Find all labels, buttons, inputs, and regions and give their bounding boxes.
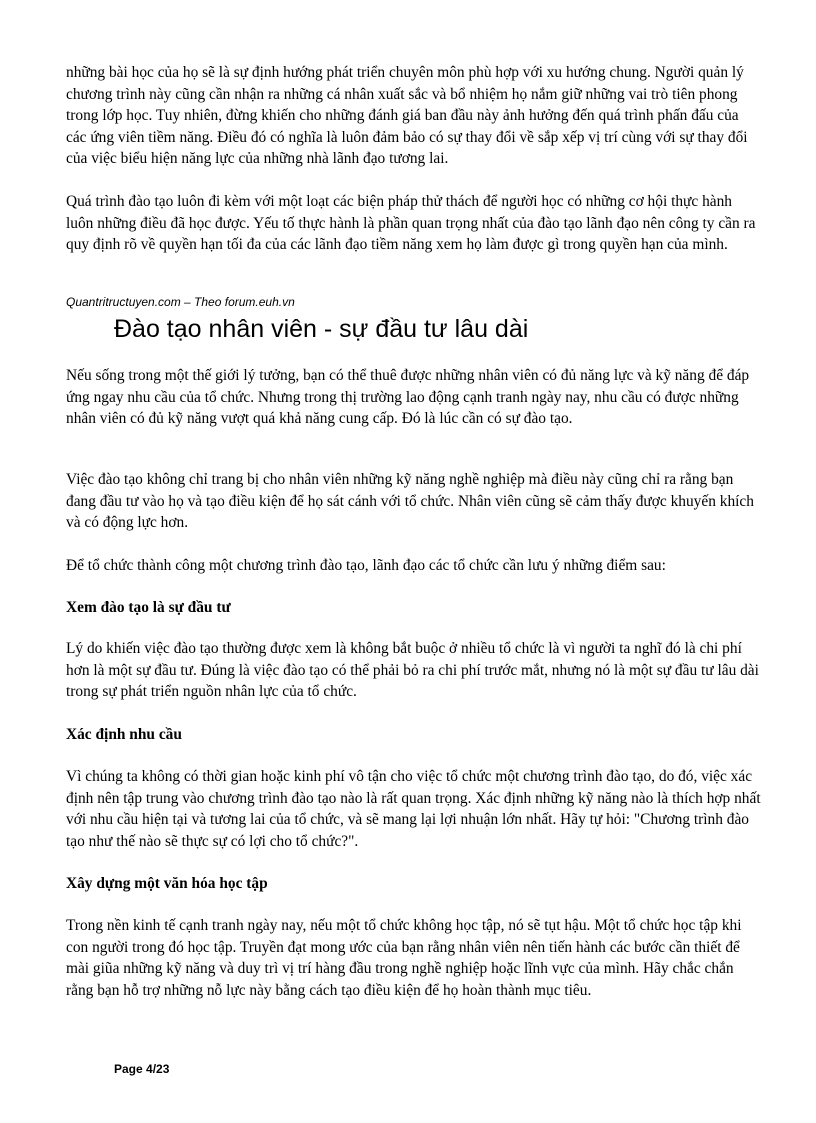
- page-number: Page 4/23: [114, 1062, 170, 1076]
- article-source: Quantritructuyen.com – Theo forum.euh.vn: [66, 295, 295, 309]
- section-heading-learning-culture: Xây dựng một văn hóa học tập: [66, 875, 268, 892]
- section-heading-needs: Xác định nhu cầu: [66, 726, 182, 743]
- article-paragraph-2: Việc đào tạo không chỉ trang bị cho nhân viên những kỹ năng nghề nghiệp mà điều này cũng chỉ ra rằng bạn đang đầu tư vào họ và tạo điều kiện để họ sát cánh với tổ chức. Nhân viên cũng sẽ cảm thấy được khuyến khích và có động lực hơn.: [66, 471, 754, 532]
- section-heading-investment: Xem đào tạo là sự đầu tư: [66, 599, 231, 616]
- article-paragraph-1: Nếu sống trong một thế giới lý tưởng, bạn có thể thuê được những nhân viên có đủ năng lực và kỹ năng để đáp ứng ngay nhu cầu của tổ chức. Nhưng trong thị trường lao động cạnh tranh ngày nay, nhu cầu có được những nhân viên có đủ kỹ năng vượt quá khả năng cung cấp. Đó là lúc cần có sự đào tạo.: [66, 367, 750, 428]
- section-text-investment: Lý do khiến việc đào tạo thường được xem là không bắt buộc ở nhiều tổ chức là vì người ta nghĩ đó là chi phí hơn là một sự đầu tư. Đúng là việc đào tạo có thể phải bỏ ra chi phí trước mắt, nhưng nó là một sự đầu tư lâu dài trong sự phát triển nguồn nhân lực của tổ chức.: [66, 640, 759, 701]
- section-text-learning-culture: Trong nền kinh tế cạnh tranh ngày nay, nếu một tổ chức không học tập, nó sẽ tụt hậu. Một tổ chức học tập khi con người trong đó học tập. Truyền đạt mong ước của bạn rằng nhân viên nên tiến hành các bước cần thiết để mài giũa những kỹ năng và duy trì vị trí hàng đầu trong nghề nghiệp hoặc lĩnh vực của mình. Hãy chắc chắn rằng bạn hỗ trợ những nỗ lực này bằng cách tạo điều kiện để họ hoàn thành mục tiêu.: [66, 917, 742, 999]
- article-title: Đào tạo nhân viên - sự đầu tư lâu dài: [114, 315, 529, 343]
- intro-paragraph-2: Quá trình đào tạo luôn đi kèm với một loạt các biện pháp thử thách để người học có những cơ hội thực hành luôn những điều đã học được. Yếu tố thực hành là phần quan trọng nhất của đào tạo lãnh đạo nên công ty cần ra quy định rõ về quyền hạn tối đa của các lãnh đạo tiềm năng xem họ làm được gì trong quyền hạn của mình.: [66, 193, 756, 254]
- section-text-needs: Vì chúng ta không có thời gian hoặc kinh phí vô tận cho việc tổ chức một chương trình đào tạo, do đó, việc xác định nên tập trung vào chương trình đào tạo nào là rất quan trọng. Xác định những kỹ năng nào là thích hợp nhất với nhu cầu hiện tại và tương lai của tổ chức, và sẽ mang lại lợi nhuận lớn nhất. Hãy tự hỏi: "Chương trình đào tạo như thế nào sẽ thực sự có lợi cho tổ chức?".: [66, 768, 761, 850]
- intro-paragraph-1: những bài học của họ sẽ là sự định hướng phát triển chuyên môn phù hợp với xu hướng chung. Người quản lý chương trình này cũng cần nhận ra những cá nhân xuất sắc và bổ nhiệm họ nắm giữ những vai trò tiên phong trong lớp học. Tuy nhiên, đừng khiến cho những đánh giá ban đầu này ảnh hưởng đến quá trình phấn đấu của các ứng viên tiềm năng. Điều đó có nghĩa là luôn đảm bảo có sự thay đổi về sắp xếp vị trí cùng với sự thay đổi của việc biểu hiện năng lực của những nhà lãnh đạo tương lai.: [66, 64, 748, 168]
- article-paragraph-3: Để tổ chức thành công một chương trình đào tạo, lãnh đạo các tổ chức cần lưu ý những điểm sau:: [66, 557, 666, 574]
